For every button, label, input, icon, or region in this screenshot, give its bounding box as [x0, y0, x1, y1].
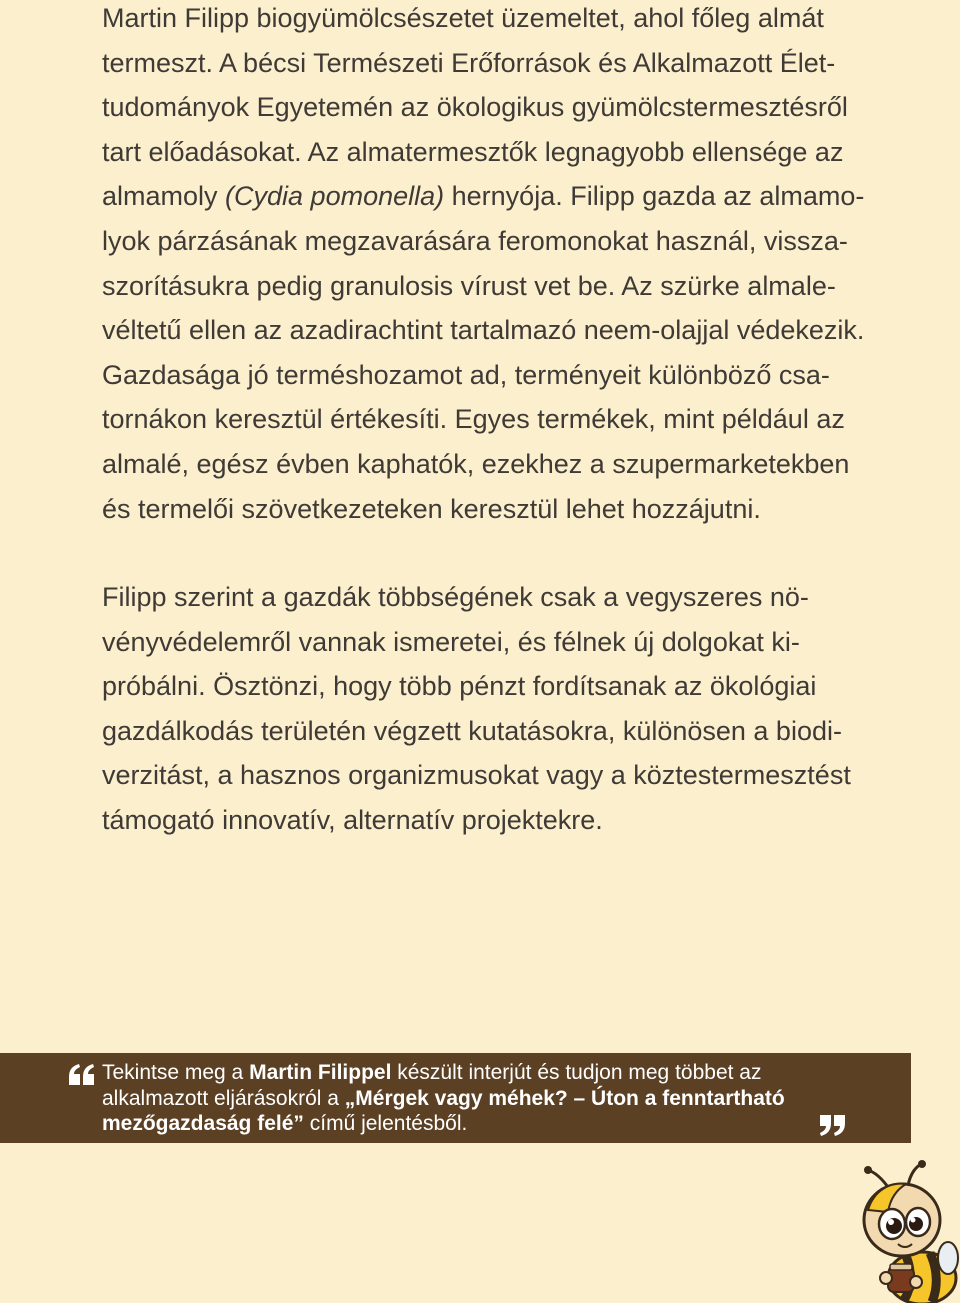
- report-title: „Mérgek vagy méhek? – Úton a fenntartható: [344, 1086, 785, 1110]
- text-run: hernyója. Filipp gazda az almamo-: [444, 181, 865, 212]
- text-line: verzitást, a hasznos organizmusokat vagy a köztestermesztést: [102, 760, 851, 791]
- close-quote-icon: [818, 1113, 846, 1137]
- text-line: Filipp szerint a gazdák többségének csak a vegyszeres nö-: [102, 582, 809, 612]
- callout-text: [102, 1060, 882, 1137]
- text-line: Martin Filipp biogyümölcsészetet üzemeltet, ahol főleg almát: [102, 3, 824, 33]
- text-run: című jelentésből.: [303, 1112, 468, 1135]
- text-line: lyok párzásának megzavarására feromonokat használ, vissza-: [102, 225, 848, 256]
- latin-species-name: (Cydia pomonella): [225, 181, 445, 212]
- text-line: [102, 174, 922, 219]
- text-line: almalé, egész évben kaphatók, ezekhez a szupermarketekben: [102, 448, 850, 479]
- text-run: almamoly: [102, 181, 226, 212]
- text-line: [102, 1086, 882, 1112]
- text-line: gazdálkodás területén végzett kutatásokra, különösen a biodi-: [102, 715, 842, 746]
- text-run: alkalmazott eljárásokról a: [102, 1086, 345, 1110]
- text-line: szorításukra pedig granulosis vírust vet be. Az szürke almale-: [102, 270, 836, 301]
- text-line: [102, 1060, 882, 1086]
- interviewee-name: Martin Filippel: [249, 1061, 392, 1084]
- text-line: véltetű ellen az azadirachtint tartalmazó neem-olajjal védekezik.: [102, 315, 865, 346]
- text-line: tart előadásokat. Az almatermesztők legnagyobb ellensége az: [102, 136, 844, 167]
- text-line: termeszt. A bécsi Természeti Erőforrások és Alkalmazott Élet-: [102, 47, 836, 78]
- text-line: tudományok Egyetemén az ökologikus gyümölcstermesztésről: [102, 92, 848, 123]
- paragraph-1: [102, 0, 922, 531]
- report-title-continued: mezőgazdaság felé”: [102, 1112, 304, 1135]
- text-line: [102, 1111, 882, 1137]
- text-line: vényvédelemről vannak ismeretei, és félnek új dolgokat ki-: [102, 626, 800, 657]
- text-run: Tekintse meg a: [102, 1061, 250, 1084]
- text-line: tornákon keresztül értékesíti. Egyes termékek, mint például az: [102, 404, 845, 435]
- text-line: próbálni. Ösztönzi, hogy több pénzt fordítsanak az ökológiai: [102, 671, 817, 702]
- text-line: és termelői szövetkezeteken keresztül lehet hozzájutni.: [102, 493, 761, 524]
- open-quote-icon: [68, 1063, 96, 1087]
- paragraph-2: [102, 575, 922, 843]
- bee-mascot-icon: [860, 1160, 960, 1303]
- text-line: Gazdasága jó terméshozamot ad, terményeit különböző csa-: [102, 359, 830, 390]
- quote-callout-box: [0, 1053, 911, 1143]
- text-line: támogató innovatív, alternatív projektekre.: [102, 804, 603, 835]
- text-run: készült interjút és tudjon meg többet az: [391, 1061, 762, 1084]
